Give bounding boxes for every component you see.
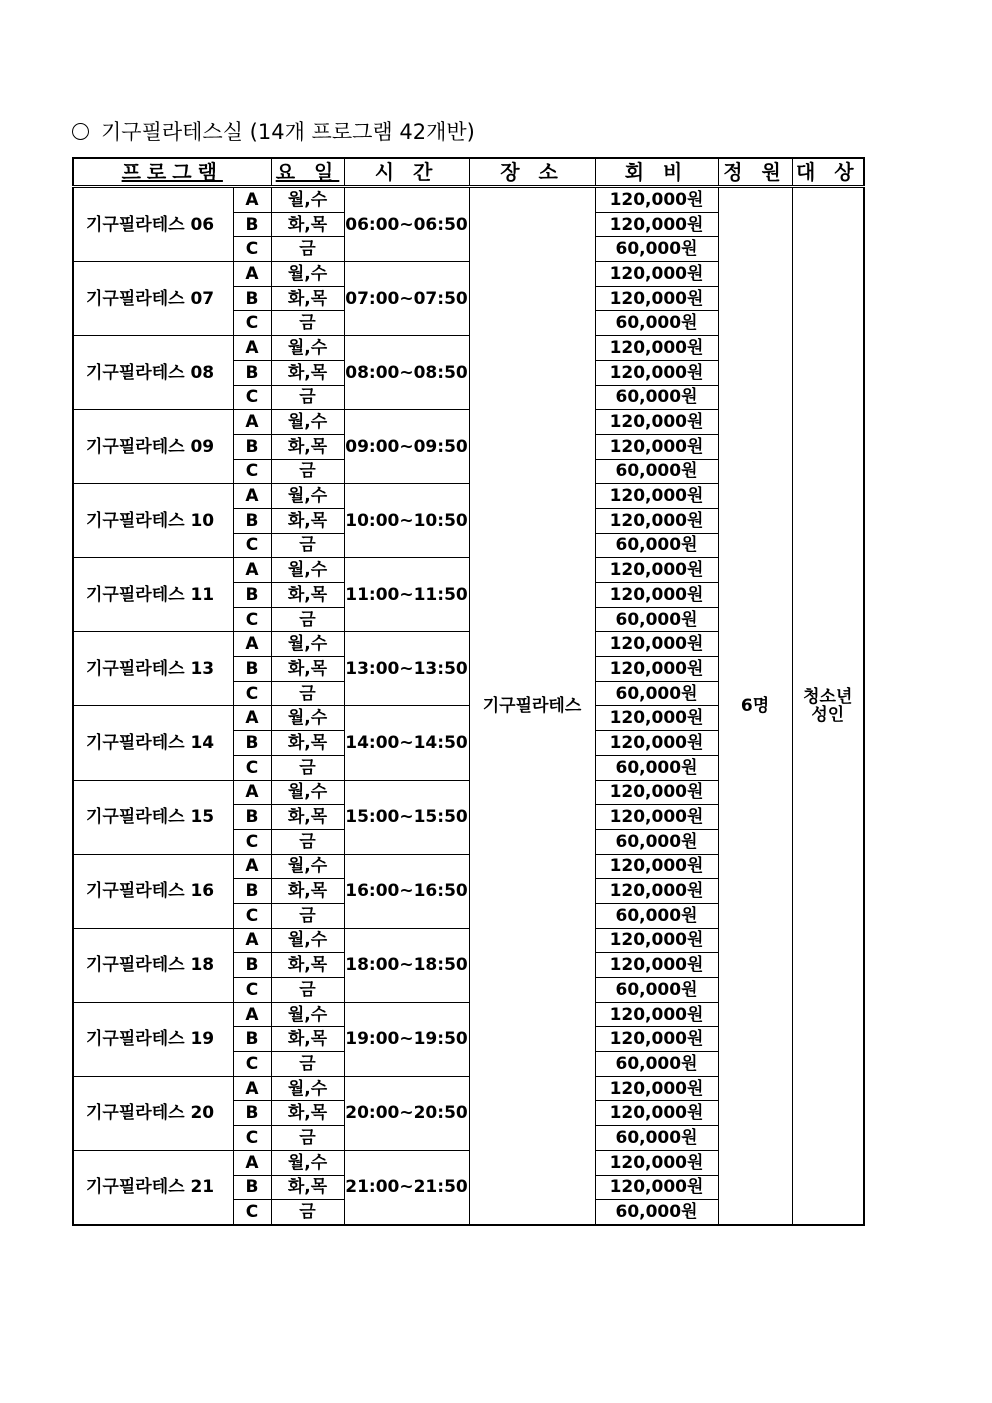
program-name: 기구필라테스 14	[73, 706, 233, 780]
class-fee: 120,000원	[595, 484, 718, 509]
class-days: 화,목	[271, 212, 344, 237]
class-days: 화,목	[271, 360, 344, 385]
class-code: C	[233, 755, 271, 780]
program-time: 19:00~19:50	[344, 1002, 469, 1076]
class-code: B	[233, 508, 271, 533]
class-fee: 60,000원	[595, 533, 718, 558]
class-code: B	[233, 583, 271, 608]
class-fee: 120,000원	[595, 928, 718, 953]
class-code: A	[233, 632, 271, 657]
target-cell	[792, 187, 864, 1225]
program-name: 기구필라테스 07	[73, 262, 233, 336]
class-days: 월,수	[271, 780, 344, 805]
class-days: 금	[271, 755, 344, 780]
section-heading	[72, 116, 475, 146]
header-row	[73, 158, 864, 187]
class-code: C	[233, 1126, 271, 1151]
class-fee: 60,000원	[595, 755, 718, 780]
class-fee: 120,000원	[595, 1175, 718, 1200]
class-code: A	[233, 558, 271, 583]
program-name: 기구필라테스 11	[73, 558, 233, 632]
class-fee: 120,000원	[595, 1076, 718, 1101]
class-code: C	[233, 385, 271, 410]
class-fee: 120,000원	[595, 706, 718, 731]
class-days: 화,목	[271, 1101, 344, 1126]
class-fee: 60,000원	[595, 1126, 718, 1151]
class-fee: 60,000원	[595, 681, 718, 706]
class-code: B	[233, 434, 271, 459]
schedule-table	[72, 157, 865, 1226]
class-code: C	[233, 1200, 271, 1225]
circle-bullet-icon	[72, 123, 89, 140]
program-time: 11:00~11:50	[344, 558, 469, 632]
class-days: 화,목	[271, 953, 344, 978]
class-fee: 120,000원	[595, 879, 718, 904]
program-name: 기구필라테스 09	[73, 410, 233, 484]
class-days: 화,목	[271, 508, 344, 533]
class-code: C	[233, 681, 271, 706]
table-row	[73, 187, 864, 213]
class-days: 월,수	[271, 632, 344, 657]
class-fee: 60,000원	[595, 903, 718, 928]
class-fee: 120,000원	[595, 953, 718, 978]
program-name: 기구필라테스 10	[73, 484, 233, 558]
class-days: 금	[271, 607, 344, 632]
program-name: 기구필라테스 20	[73, 1076, 233, 1150]
class-fee: 120,000원	[595, 780, 718, 805]
class-code: C	[233, 533, 271, 558]
class-fee: 120,000원	[595, 187, 718, 213]
class-days: 월,수	[271, 1076, 344, 1101]
program-name: 기구필라테스 18	[73, 928, 233, 1002]
class-days: 월,수	[271, 1150, 344, 1175]
class-fee: 120,000원	[595, 583, 718, 608]
class-days: 월,수	[271, 336, 344, 361]
program-time: 13:00~13:50	[344, 632, 469, 706]
class-code: C	[233, 237, 271, 262]
class-code: B	[233, 1027, 271, 1052]
class-fee: 120,000원	[595, 632, 718, 657]
class-days: 화,목	[271, 879, 344, 904]
class-days: 금	[271, 1200, 344, 1225]
class-fee: 120,000원	[595, 286, 718, 311]
program-time: 18:00~18:50	[344, 928, 469, 1002]
program-time: 07:00~07:50	[344, 262, 469, 336]
program-name: 기구필라테스 19	[73, 1002, 233, 1076]
class-days: 금	[271, 829, 344, 854]
class-fee: 120,000원	[595, 657, 718, 682]
class-days: 금	[271, 237, 344, 262]
class-days: 월,수	[271, 410, 344, 435]
program-name: 기구필라테스 16	[73, 854, 233, 928]
class-days: 월,수	[271, 1002, 344, 1027]
program-time: 10:00~10:50	[344, 484, 469, 558]
class-fee: 120,000원	[595, 805, 718, 830]
class-days: 화,목	[271, 434, 344, 459]
class-fee: 120,000원	[595, 1002, 718, 1027]
class-days: 화,목	[271, 1027, 344, 1052]
class-days: 화,목	[271, 657, 344, 682]
program-time: 09:00~09:50	[344, 410, 469, 484]
class-code: B	[233, 657, 271, 682]
class-fee: 120,000원	[595, 262, 718, 287]
class-code: B	[233, 731, 271, 756]
target-line-2: 성인	[811, 704, 845, 725]
class-fee: 60,000원	[595, 311, 718, 336]
class-days: 화,목	[271, 731, 344, 756]
class-days: 화,목	[271, 583, 344, 608]
program-time: 08:00~08:50	[344, 336, 469, 410]
class-code: A	[233, 410, 271, 435]
class-code: C	[233, 459, 271, 484]
class-code: A	[233, 928, 271, 953]
class-fee: 120,000원	[595, 854, 718, 879]
program-time: 16:00~16:50	[344, 854, 469, 928]
program-name: 기구필라테스 15	[73, 780, 233, 854]
class-days: 화,목	[271, 286, 344, 311]
section-heading-text: 기구필라테스실 (14개 프로그램 42개반)	[101, 120, 475, 144]
header-place: 장 소	[469, 158, 595, 187]
class-code: B	[233, 953, 271, 978]
class-fee: 120,000원	[595, 336, 718, 361]
class-code: B	[233, 879, 271, 904]
class-code: B	[233, 212, 271, 237]
class-fee: 60,000원	[595, 385, 718, 410]
program-time: 21:00~21:50	[344, 1150, 469, 1225]
class-code: A	[233, 1076, 271, 1101]
class-fee: 120,000원	[595, 1027, 718, 1052]
class-days: 금	[271, 459, 344, 484]
class-days: 월,수	[271, 706, 344, 731]
header-target: 대 상	[792, 158, 864, 187]
class-fee: 120,000원	[595, 508, 718, 533]
class-days: 화,목	[271, 805, 344, 830]
class-days: 금	[271, 385, 344, 410]
class-days: 월,수	[271, 928, 344, 953]
class-fee: 60,000원	[595, 607, 718, 632]
class-days: 금	[271, 978, 344, 1003]
class-fee: 120,000원	[595, 360, 718, 385]
class-code: C	[233, 903, 271, 928]
class-fee: 60,000원	[595, 237, 718, 262]
class-days: 금	[271, 903, 344, 928]
program-name: 기구필라테스 06	[73, 187, 233, 262]
program-name: 기구필라테스 13	[73, 632, 233, 706]
class-code: A	[233, 1150, 271, 1175]
program-time: 20:00~20:50	[344, 1076, 469, 1150]
class-days: 화,목	[271, 1175, 344, 1200]
class-days: 월,수	[271, 262, 344, 287]
class-code: B	[233, 1101, 271, 1126]
class-code: C	[233, 311, 271, 336]
class-fee: 60,000원	[595, 829, 718, 854]
class-days: 금	[271, 533, 344, 558]
class-fee: 120,000원	[595, 410, 718, 435]
program-time: 15:00~15:50	[344, 780, 469, 854]
class-fee: 120,000원	[595, 1101, 718, 1126]
capacity-cell: 6명	[718, 187, 792, 1225]
class-days: 월,수	[271, 558, 344, 583]
class-code: A	[233, 187, 271, 213]
class-code: B	[233, 360, 271, 385]
class-fee: 60,000원	[595, 978, 718, 1003]
class-code: B	[233, 286, 271, 311]
class-fee: 60,000원	[595, 1200, 718, 1225]
place-cell: 기구필라테스	[469, 187, 595, 1225]
class-code: C	[233, 829, 271, 854]
class-fee: 60,000원	[595, 459, 718, 484]
class-days: 금	[271, 1126, 344, 1151]
header-time: 시 간	[344, 158, 469, 187]
class-code: B	[233, 805, 271, 830]
class-code: A	[233, 780, 271, 805]
class-days: 월,수	[271, 854, 344, 879]
class-code: C	[233, 607, 271, 632]
class-days: 금	[271, 311, 344, 336]
header-program: 프로그램	[73, 158, 271, 187]
header-fee: 회 비	[595, 158, 718, 187]
class-code: A	[233, 262, 271, 287]
class-code: B	[233, 1175, 271, 1200]
class-fee: 120,000원	[595, 212, 718, 237]
class-fee: 120,000원	[595, 731, 718, 756]
class-code: A	[233, 854, 271, 879]
program-name: 기구필라테스 08	[73, 336, 233, 410]
program-time: 06:00~06:50	[344, 187, 469, 262]
class-code: C	[233, 978, 271, 1003]
class-code: A	[233, 336, 271, 361]
class-fee: 120,000원	[595, 1150, 718, 1175]
target-line-1: 청소년	[803, 686, 853, 707]
class-days: 월,수	[271, 187, 344, 213]
program-time: 14:00~14:50	[344, 706, 469, 780]
table-body	[73, 187, 864, 1225]
class-code: A	[233, 1002, 271, 1027]
header-capacity: 정 원	[718, 158, 792, 187]
class-code: A	[233, 706, 271, 731]
class-fee: 60,000원	[595, 1052, 718, 1077]
class-days: 월,수	[271, 484, 344, 509]
class-fee: 120,000원	[595, 558, 718, 583]
program-name: 기구필라테스 21	[73, 1150, 233, 1225]
class-days: 금	[271, 681, 344, 706]
header-day: 요 일	[271, 158, 344, 187]
class-days: 금	[271, 1052, 344, 1077]
class-code: C	[233, 1052, 271, 1077]
class-code: A	[233, 484, 271, 509]
class-fee: 120,000원	[595, 434, 718, 459]
